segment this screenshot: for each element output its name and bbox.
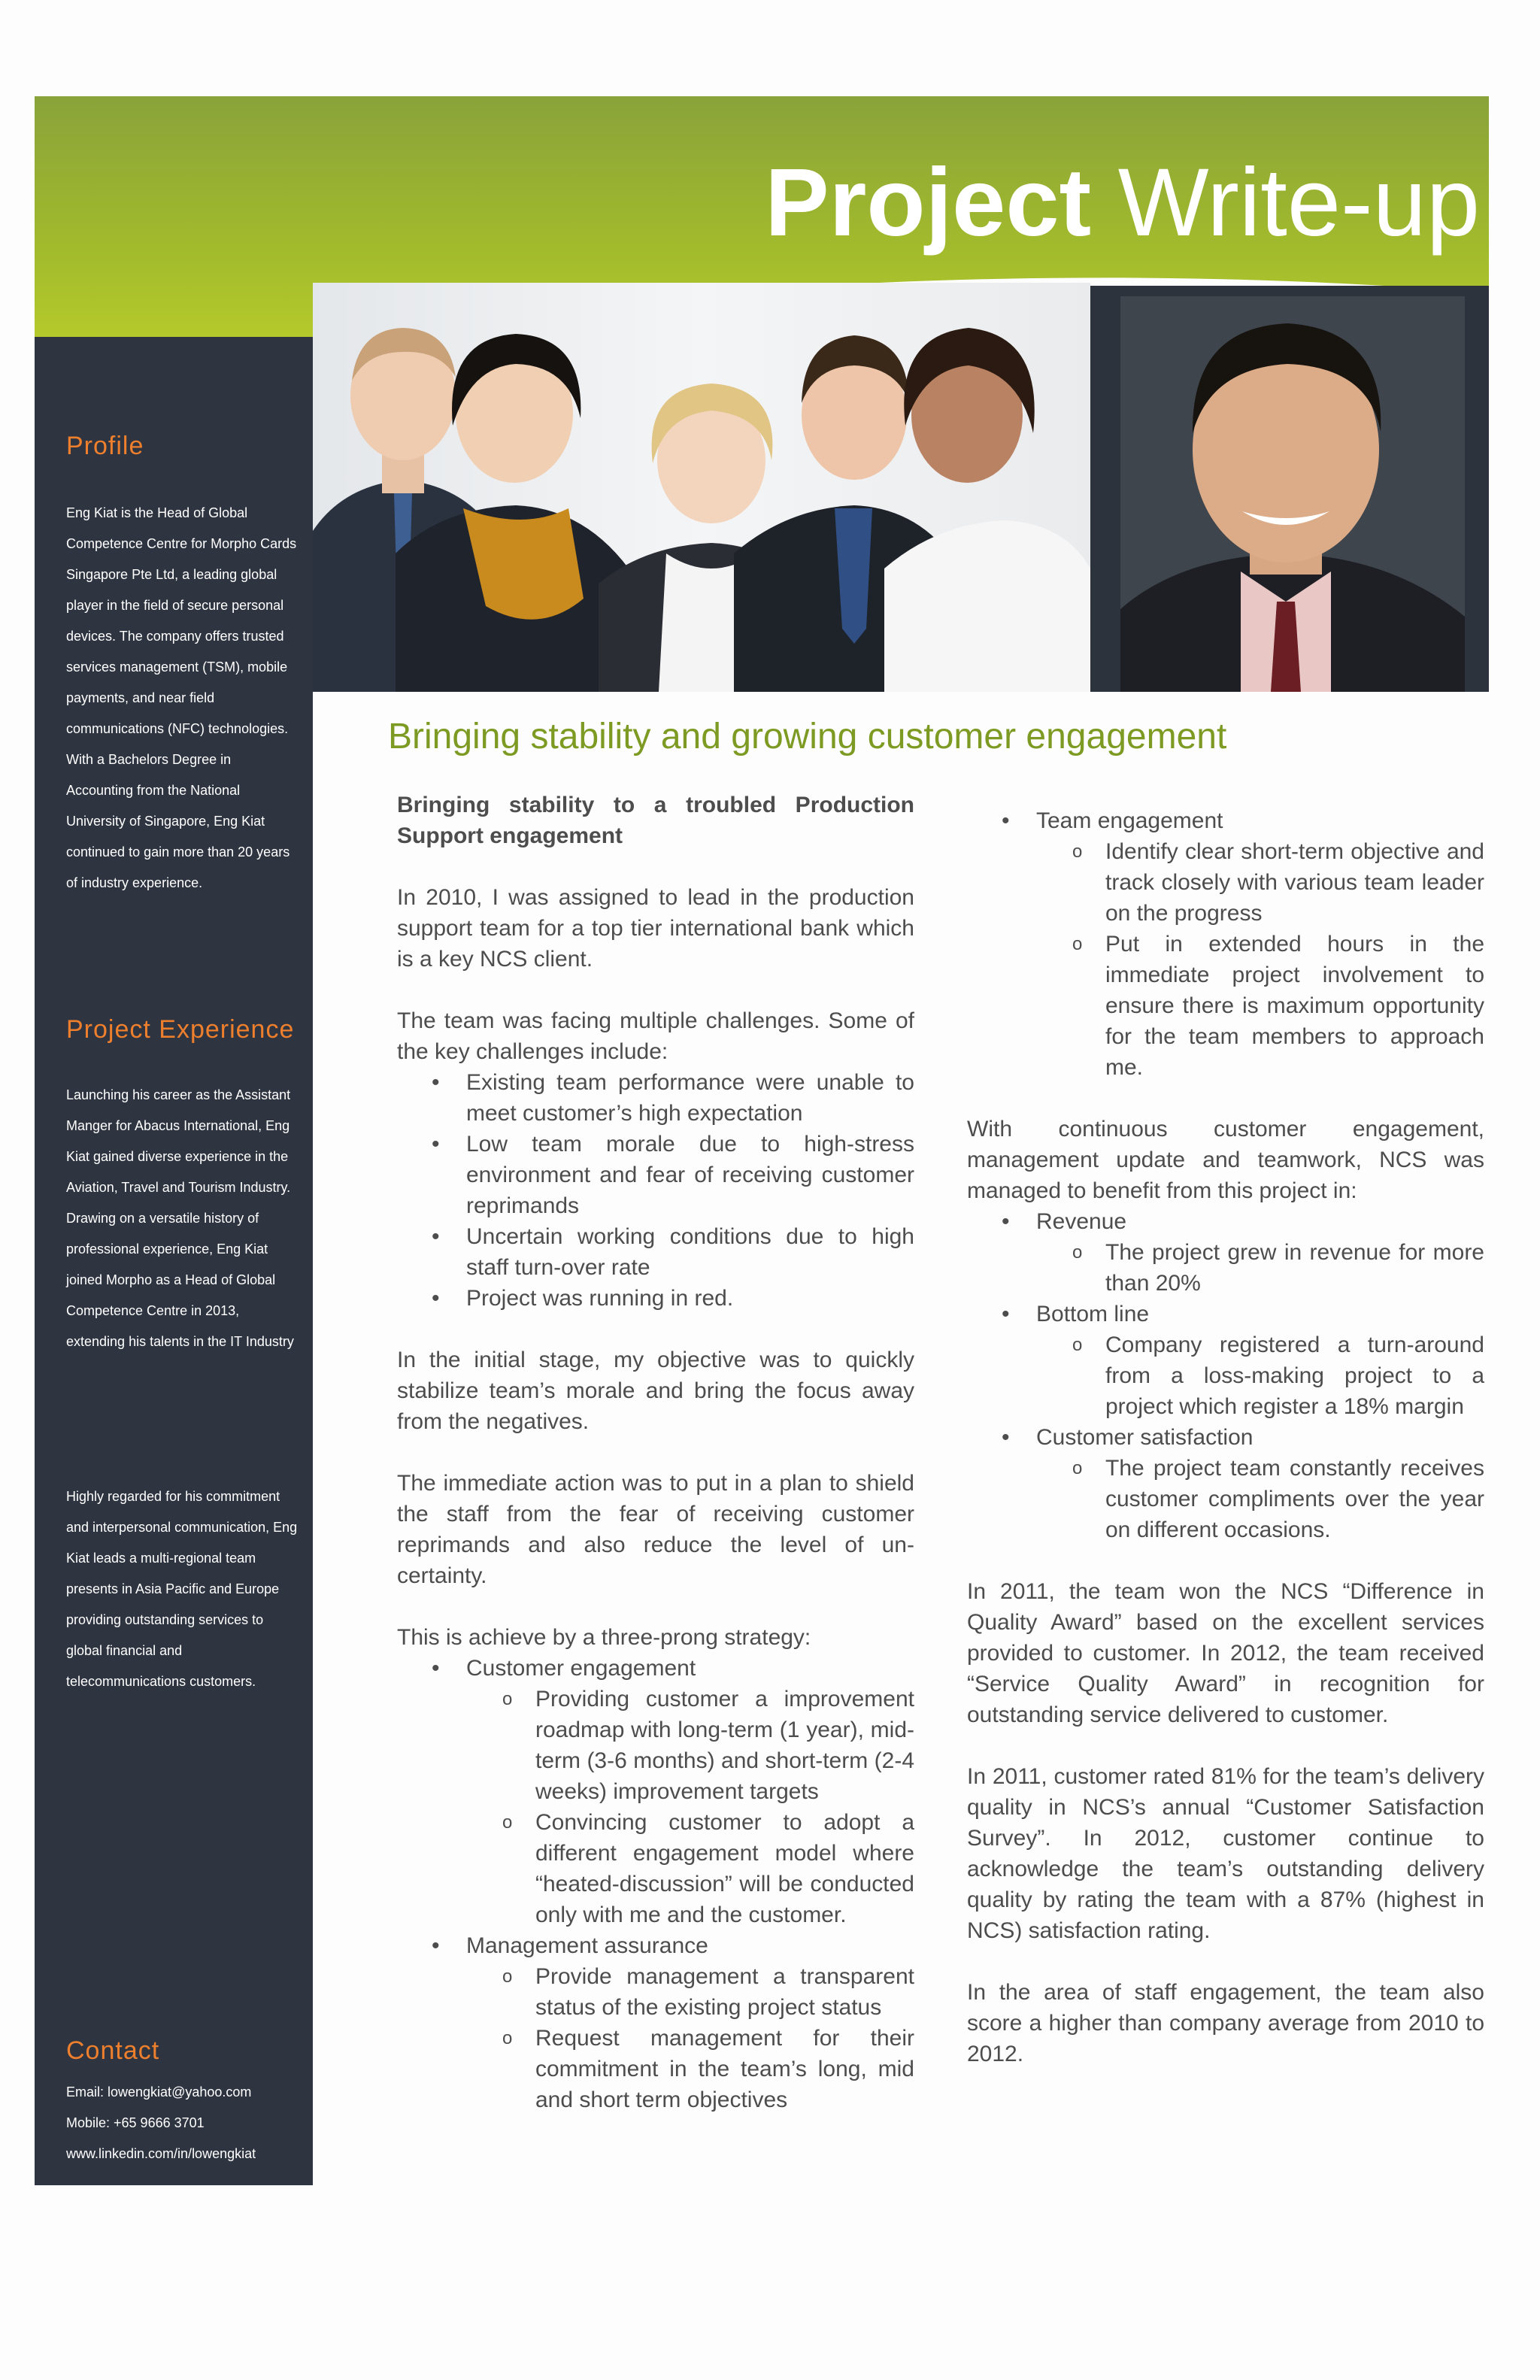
article-subheading: Bringing stability to a troubled Production Support engagement: [397, 793, 914, 848]
paragraph: The team was facing multiple challenges. Some of the key challenges include:: [397, 1008, 914, 1064]
article-left-column: [397, 790, 914, 2115]
strategy-list-continued: [967, 805, 1484, 1083]
experience-heading: Project Experience: [66, 1015, 295, 1044]
experience-text-2: Highly regarded for his commitment and interpersonal communication, Eng Kiat leads a multi-regional team presents in Asia Pacific and Europe providing outstanding services to global financial and telecommunications customers.: [66, 1489, 298, 1689]
title-bold: Project: [765, 149, 1092, 256]
paragraph: In 2010, I was assigned to lead in the production support team for a top tier international bank which is a key NCS client.: [397, 885, 914, 972]
title-rest: Write-up: [1091, 149, 1480, 256]
article-right-column: [967, 805, 1484, 2069]
contact-email: Email: lowengkiat@yahoo.com: [66, 2084, 252, 2100]
strategy-list: [397, 1653, 914, 2115]
paragraph: In the initial stage, my objective was to quickly stabilize team’s morale and bring the focus away from the negatives.: [397, 1348, 914, 1434]
profile-text: Eng Kiat is the Head of Global Competence Centre for Morpho Cards Singapore Pte Ltd, a leading global player in the field of secure personal devices. The company offers trusted services management (TSM), mobile payments, and near field communications (NFC) technologies. With a Bachelors Degree in Accounting from the National University of Singapore, Eng Kiat continued to gain more than 20 years of industry experience.: [66, 505, 297, 890]
sub-list-item: o The project grew in revenue for more than 20%: [967, 1237, 1484, 1299]
contact-heading: Contact: [66, 2036, 160, 2065]
sidebar: [35, 337, 313, 2185]
list-item: • Low team morale due to high-stress environment and fear of receiving customer reprimands: [397, 1129, 914, 1221]
contact-web[interactable]: www.linkedin.com/in/lowengkiat: [66, 2146, 256, 2161]
list-item: • Management assurance: [397, 1930, 914, 1961]
list-item: • Team engagement: [967, 805, 1484, 836]
sub-list-item: o Identify clear short-term objective and track closely with various team leader on the progress: [967, 836, 1484, 929]
sub-list-item: o Convincing customer to adopt a different engagement model where “heated-discussion” will be conducted only with me and the customer.: [397, 1807, 914, 1930]
paragraph: This is achieve by a three-prong strategy:: [397, 1625, 811, 1650]
contact-mobile: Mobile: +65 9666 3701: [66, 2115, 205, 2130]
paragraph: With continuous customer engagement, management update and teamwork, NCS was managed to benefit from this project in:: [967, 1117, 1484, 1203]
list-item: • Customer engagement: [397, 1653, 914, 1684]
team-photo: [313, 283, 1090, 692]
challenges-list: [397, 1067, 914, 1314]
list-item: • Existing team performance were unable to meet customer’s high expectation: [397, 1067, 914, 1129]
benefits-list: [967, 1206, 1484, 1545]
paragraph: In the area of staff engagement, the team also score a higher than company average from 2010 to 2012.: [967, 1980, 1484, 2066]
sub-list-item: o The project team constantly receives customer compliments over the year on different occasions.: [967, 1453, 1484, 1545]
list-item: • Customer satisfaction: [967, 1422, 1484, 1453]
profile-heading: Profile: [66, 432, 144, 460]
sub-list-item: o Providing customer a improvement roadmap with long-term (1 year), mid-term (3-6 months) and short-term (2-4 weeks) improvement targets: [397, 1684, 914, 1807]
page-title: [765, 150, 1480, 256]
sub-list-item: o Request management for their commitment in the team’s long, mid and short term objectives: [397, 2023, 914, 2115]
paragraph: The immediate action was to put in a plan to shield the staff from the fear of receiving customer reprimands and also reduce the level of un-certainty.: [397, 1471, 914, 1588]
experience-text: Launching his career as the Assistant Manger for Abacus International, Eng Kiat gained diverse experience in the Aviation, Travel and Tourism Industry. Drawing on a versatile history of professional experience, Eng Kiat joined Morpho as a Head of Global Competence Centre in 2013, extending his talents in the IT Industry: [66, 1087, 294, 1349]
portrait-photo: [1090, 286, 1489, 692]
list-item: • Revenue: [967, 1206, 1484, 1237]
list-item: • Uncertain working conditions due to high staff turn-over rate: [397, 1221, 914, 1283]
article-title: Bringing stability and growing customer engagement: [388, 717, 1227, 756]
list-item: • Bottom line: [967, 1299, 1484, 1329]
paragraph: In 2011, customer rated 81% for the team’s delivery quality in NCS’s annual “Customer Satisfaction Survey”. In 2012, customer continue to acknowledge the team’s outstanding delivery quality by rating the team with a 87% (highest in NCS) satisfaction rating.: [967, 1764, 1484, 1943]
sub-list-item: o Provide management a transparent status of the existing project status: [397, 1961, 914, 2023]
paragraph: In 2011, the team won the NCS “Difference in Quality Award” based on the excellent services provided to customer. In 2012, the team received “Service Quality Award” in recognition for outstanding service delivered to customer.: [967, 1579, 1484, 1727]
sub-list-item: o Put in extended hours in the immediate project involvement to ensure there is maximum opportunity for the team members to approach me.: [967, 929, 1484, 1083]
list-item: • Project was running in red.: [397, 1283, 914, 1314]
sub-list-item: o Company registered a turn-around from a loss-making project to a project which register a 18% margin: [967, 1329, 1484, 1422]
